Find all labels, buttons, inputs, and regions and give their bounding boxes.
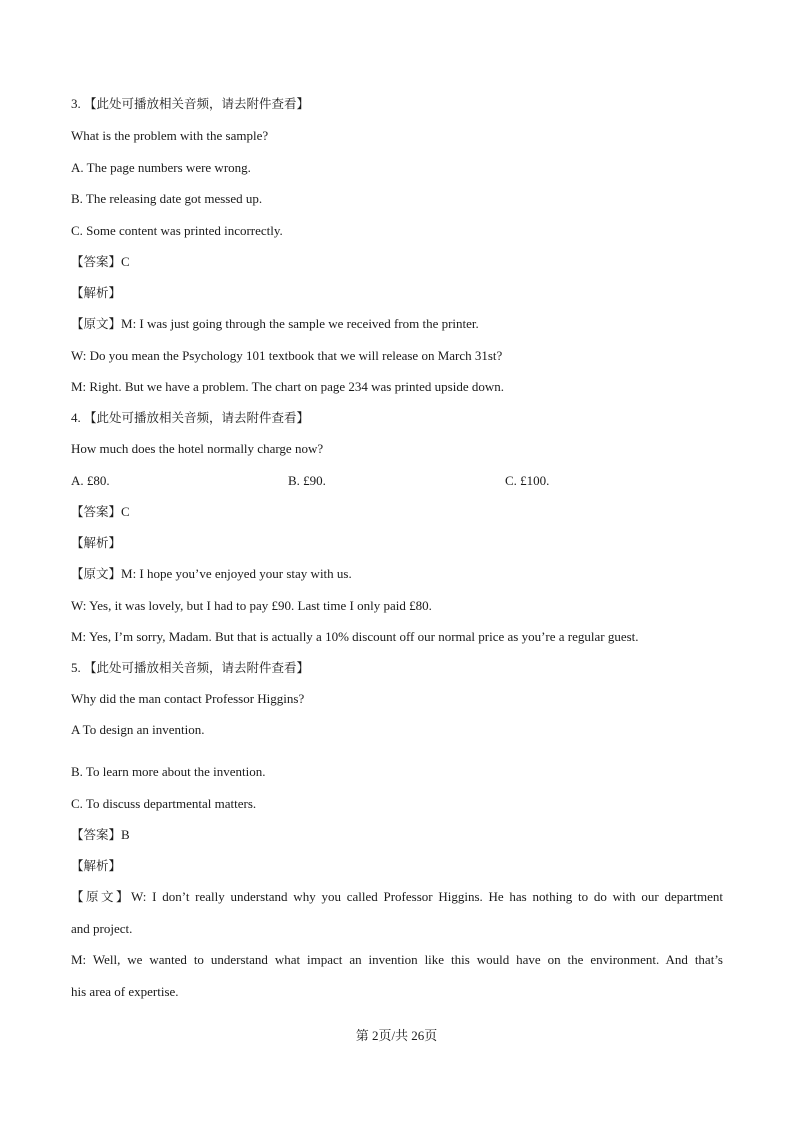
question-5-option-c: C. To discuss departmental matters. [71, 796, 257, 811]
question-3-transcript-line-3: M: Right. But we have a problem. The chart on page 234 was printed upside down. [71, 379, 505, 394]
question-5-analysis-label: 【解析】 [71, 858, 122, 873]
audio-note: 【此处可播放相关音频，请去附件查看】 [84, 660, 310, 675]
question-3-prompt: What is the problem with the sample? [71, 128, 269, 143]
question-4-option-c: C. £100. [505, 473, 550, 488]
audio-note: 【此处可播放相关音频，请去附件查看】 [84, 410, 310, 425]
question-3-analysis-label: 【解析】 [71, 285, 122, 300]
question-5-transcript-line-3: M: Well, we wanted to understand what impact an invention like this would have on the environment. And that’s [71, 952, 723, 967]
question-5-heading [71, 660, 309, 676]
answer-value: C [121, 504, 130, 519]
question-5-option-a: A To design an invention. [71, 722, 205, 737]
question-3-answer [71, 254, 130, 270]
transcript-label: 【原文】 [71, 889, 131, 904]
question-5-transcript-line-1: 【原文】W: I don’t really understand why you called Professor Higgins. He has nothing to do with our department [71, 889, 723, 904]
question-3-option-b: B. The releasing date got messed up. [71, 191, 263, 206]
page-footer: 第 2页/共 26页 [355, 1028, 438, 1043]
question-5-transcript-line-2: and project. [71, 921, 133, 936]
question-3-transcript-line-2: W: Do you mean the Psychology 101 textbook that we will release on March 31st? [71, 348, 503, 363]
question-3-option-c: C. Some content was printed incorrectly. [71, 223, 283, 238]
question-5-answer [71, 827, 130, 843]
question-5-prompt: Why did the man contact Professor Higgins? [71, 691, 305, 706]
question-5-transcript-line-4: his area of expertise. [71, 984, 179, 999]
question-3-transcript-line-1: 【原文】M: I was just going through the sample we received from the printer. [71, 316, 479, 331]
question-4-prompt: How much does the hotel normally charge now? [71, 441, 324, 456]
answer-value: B [121, 827, 130, 842]
answer-value: C [121, 254, 130, 269]
question-4-answer [71, 504, 130, 520]
transcript-label: 【原文】 [71, 566, 122, 581]
question-4-transcript-line-3: M: Yes, I’m sorry, Madam. But that is actually a 10% discount off our normal price as you’re a regular guest. [71, 629, 639, 644]
question-4-transcript-line-1: 【原文】M: I hope you’ve enjoyed your stay with us. [71, 566, 352, 581]
answer-label: 【答案】 [71, 827, 122, 842]
question-3-heading [71, 96, 309, 112]
transcript-label: 【原文】 [71, 316, 122, 331]
question-4-option-b: B. £90. [288, 473, 326, 488]
question-4-analysis-label: 【解析】 [71, 535, 122, 550]
answer-label: 【答案】 [71, 254, 122, 269]
audio-note: 【此处可播放相关音频，请去附件查看】 [84, 96, 310, 111]
question-4-transcript-line-2: W: Yes, it was lovely, but I had to pay £90. Last time I only paid £80. [71, 598, 432, 613]
question-4-heading [71, 410, 309, 426]
question-4-options [71, 473, 723, 489]
question-number: 5. [71, 660, 81, 675]
question-number: 3. [71, 96, 81, 111]
answer-label: 【答案】 [71, 504, 122, 519]
question-number: 4. [71, 410, 81, 425]
question-5-option-b: B. To learn more about the invention. [71, 764, 266, 779]
question-4-option-a: A. £80. [71, 473, 110, 488]
question-3-option-a: A. The page numbers were wrong. [71, 160, 251, 175]
